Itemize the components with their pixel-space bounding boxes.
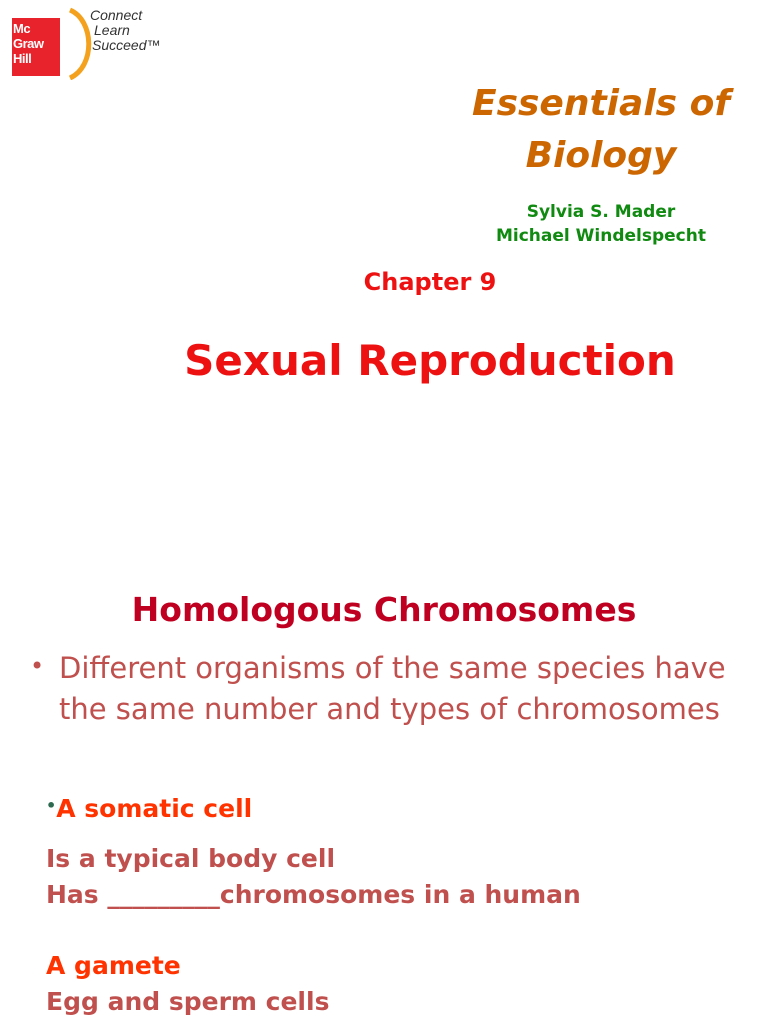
sub-bullet-somatic (46, 794, 252, 823)
authors (480, 200, 722, 248)
gamete-heading: A gamete (46, 951, 181, 980)
book-title-line: Biology (525, 135, 677, 176)
slide-title: Sexual Reproduction (184, 336, 676, 385)
mcgraw-hill-logo (12, 6, 161, 76)
book-title (460, 78, 742, 182)
somatic-heading: A somatic cell (56, 794, 253, 823)
logo-brand-line: Graw (13, 36, 44, 51)
chapter-label: Chapter 9 (363, 268, 497, 296)
tagline-line: Learn (94, 22, 130, 38)
logo-tagline (90, 8, 160, 53)
tagline-line: Succeed™ (92, 37, 161, 53)
author-name: Sylvia S. Mader (526, 202, 676, 222)
bullet-dot-icon: • (46, 796, 57, 815)
bullet-dot-icon: • (30, 652, 45, 680)
book-title-line: Essentials of (471, 83, 731, 124)
content-slide (0, 560, 768, 1024)
logo-brand-line: Mc (13, 21, 31, 36)
tagline-line: Connect (90, 7, 143, 23)
somatic-line: Is a typical body cell (46, 844, 336, 873)
bullet-text: Different organisms of the same species have the same number and types of chromosomes (59, 651, 726, 726)
logo-brand-line: Hill (13, 51, 32, 66)
bullet-item (30, 648, 730, 730)
slide-heading: Homologous Chromosomes (131, 590, 637, 629)
logo-brand-box (12, 18, 60, 76)
author-name: Michael Windelspecht (495, 226, 706, 246)
somatic-line: Has _________chromosomes in a human (46, 880, 581, 909)
gamete-line: Egg and sperm cells (46, 987, 330, 1016)
